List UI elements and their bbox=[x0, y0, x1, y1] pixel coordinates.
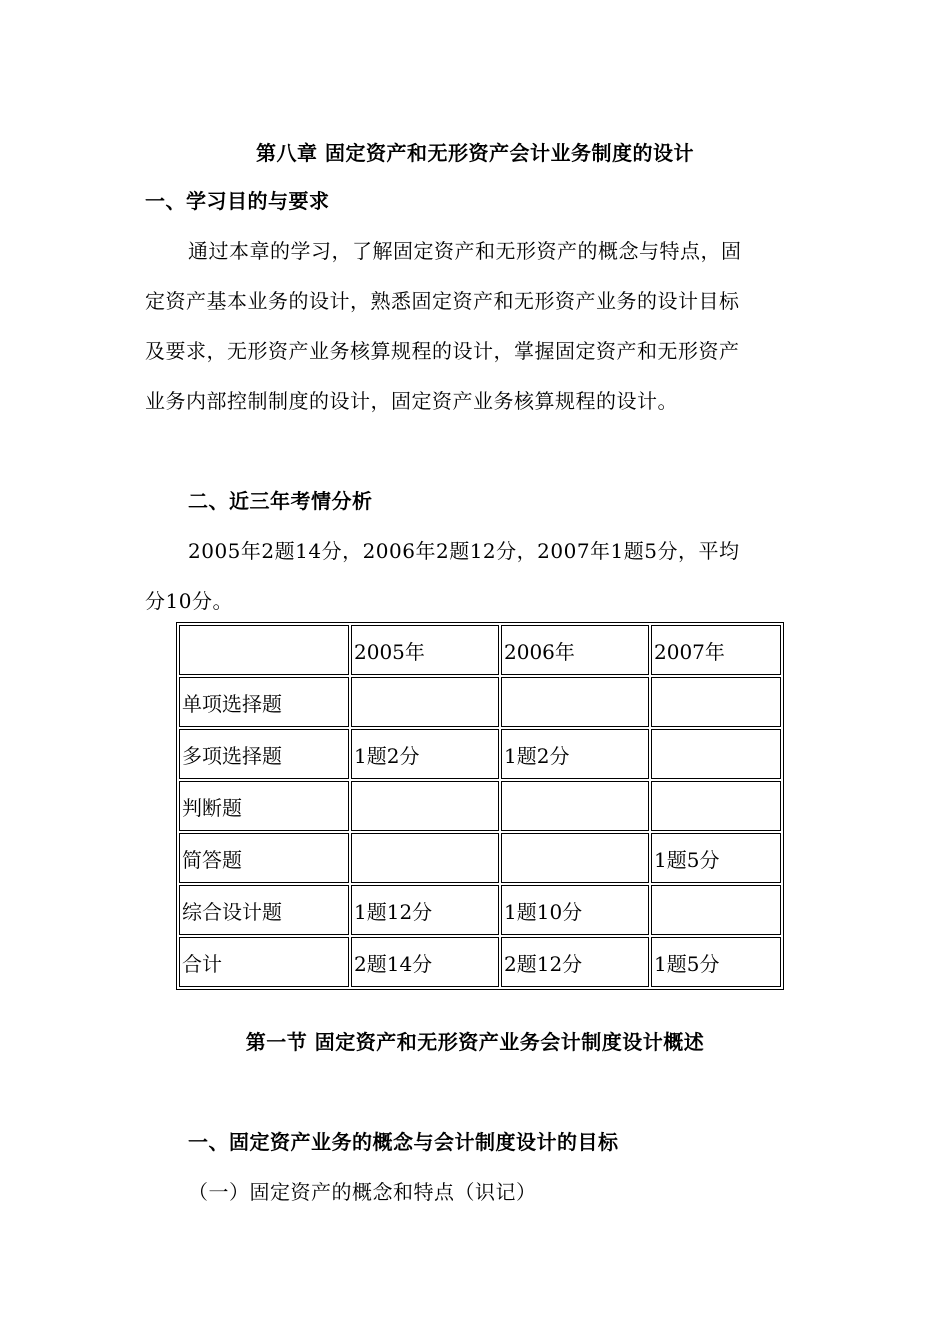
table-cell: 判断题 bbox=[179, 781, 349, 831]
chapter-title: 第八章 固定资产和无形资产会计业务制度的设计 bbox=[256, 141, 694, 165]
table-cell: 2题12分 bbox=[501, 937, 649, 987]
table-cell bbox=[651, 885, 781, 935]
table-cell: 2题14分 bbox=[351, 937, 499, 987]
table-row bbox=[179, 781, 781, 831]
exam-statistics-table bbox=[176, 622, 784, 990]
paragraph-line: 及要求，无形资产业务核算规程的设计，掌握固定资产和无形资产 bbox=[145, 339, 740, 363]
table-cell: 1题10分 bbox=[501, 885, 649, 935]
paragraph-line: 业务内部控制制度的设计，固定资产业务核算规程的设计。 bbox=[145, 389, 678, 413]
section2-heading: 二、近三年考情分析 bbox=[188, 489, 373, 513]
table-cell: 综合设计题 bbox=[179, 885, 349, 935]
table-cell: 1题2分 bbox=[501, 729, 649, 779]
table-row bbox=[179, 729, 781, 779]
table-cell: 2006年 bbox=[501, 625, 649, 675]
paragraph-line: 2005年2题14分，2006年2题12分，2007年1题5分，平均 bbox=[188, 539, 740, 563]
table-cell bbox=[651, 677, 781, 727]
table-cell: 简答题 bbox=[179, 833, 349, 883]
table-cell bbox=[501, 781, 649, 831]
table-cell: 2005年 bbox=[351, 625, 499, 675]
table-cell bbox=[651, 781, 781, 831]
table-cell: 1题5分 bbox=[651, 833, 781, 883]
table-header-row bbox=[179, 625, 781, 675]
table-cell bbox=[351, 833, 499, 883]
table-row bbox=[179, 833, 781, 883]
section1-heading: 一、学习目的与要求 bbox=[145, 189, 330, 213]
table-cell: 多项选择题 bbox=[179, 729, 349, 779]
paragraph-line: 通过本章的学习，了解固定资产和无形资产的概念与特点，固 bbox=[188, 239, 742, 263]
table-cell: 2007年 bbox=[651, 625, 781, 675]
table-row bbox=[179, 885, 781, 935]
table-cell: 合计 bbox=[179, 937, 349, 987]
table-cell: 1题12分 bbox=[351, 885, 499, 935]
subsection-item: （一）固定资产的概念和特点（识记） bbox=[188, 1180, 537, 1204]
table-cell: 1题5分 bbox=[651, 937, 781, 987]
table-cell bbox=[501, 677, 649, 727]
table-cell bbox=[179, 625, 349, 675]
table-cell bbox=[651, 729, 781, 779]
table-row bbox=[179, 677, 781, 727]
paragraph-line: 定资产基本业务的设计，熟悉固定资产和无形资产业务的设计目标 bbox=[145, 289, 740, 313]
table-cell bbox=[501, 833, 649, 883]
table-row bbox=[179, 937, 781, 987]
paragraph-line: 分10分。 bbox=[145, 589, 233, 613]
table-cell bbox=[351, 781, 499, 831]
table-cell: 单项选择题 bbox=[179, 677, 349, 727]
section-title: 第一节 固定资产和无形资产业务会计制度设计概述 bbox=[245, 1030, 705, 1054]
subsection-heading: 一、固定资产业务的概念与会计制度设计的目标 bbox=[188, 1130, 619, 1154]
table-cell bbox=[351, 677, 499, 727]
table-cell: 1题2分 bbox=[351, 729, 499, 779]
